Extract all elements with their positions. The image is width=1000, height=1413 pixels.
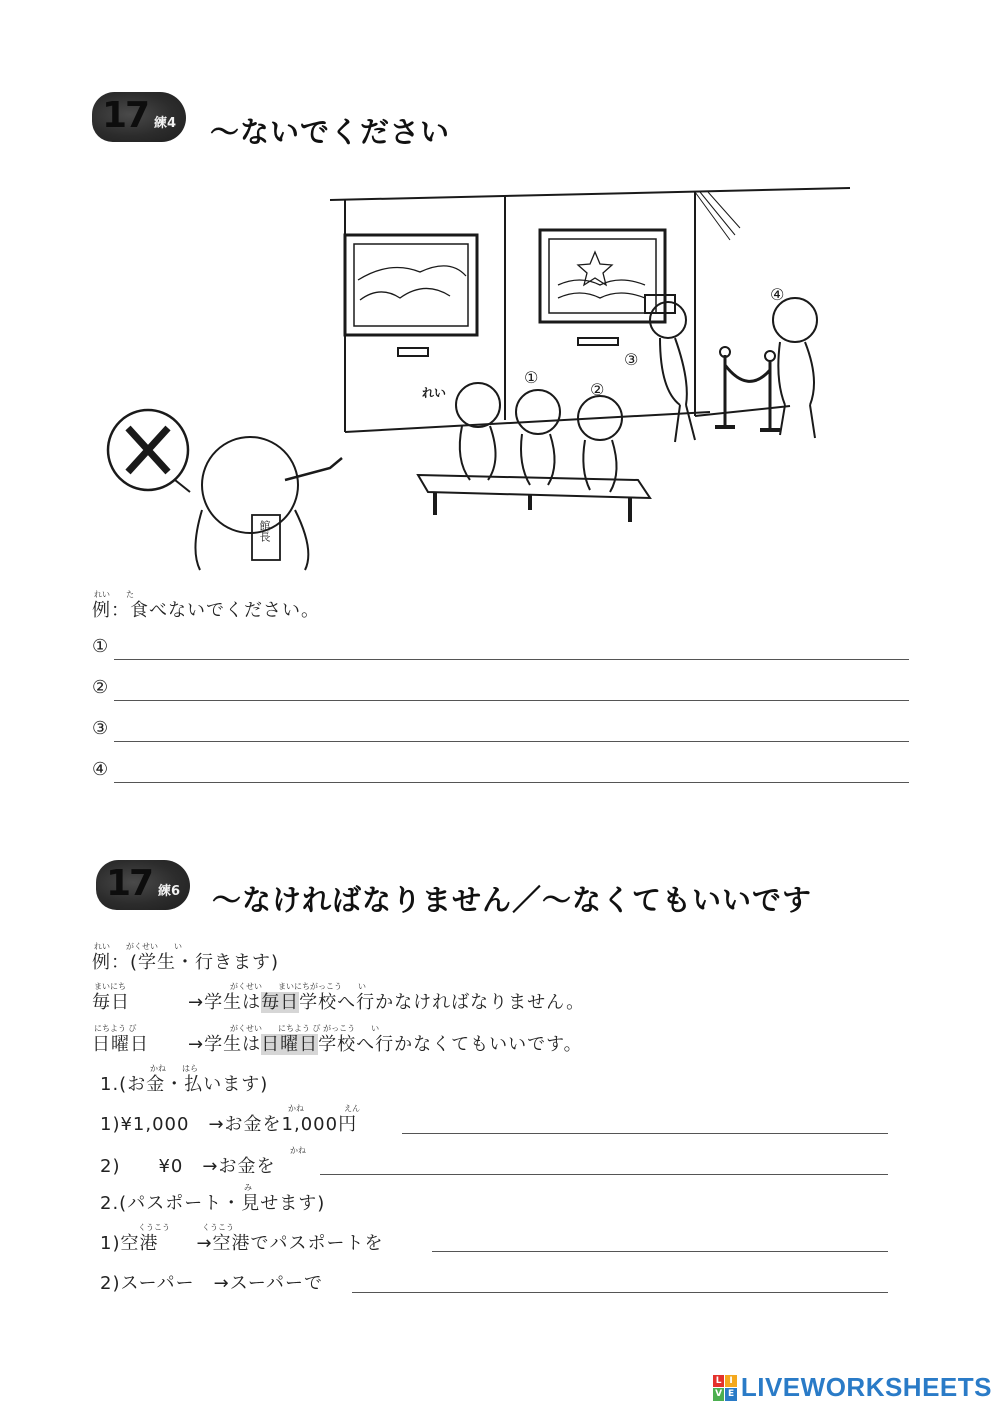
q2-item2-answer[interactable] <box>352 1292 888 1293</box>
ex2-arrow: →学生は <box>188 1034 262 1055</box>
answer-line-4[interactable] <box>114 782 909 783</box>
answer-label-1: ① <box>92 636 110 657</box>
section1-badge-sub: 練4 <box>154 116 177 131</box>
logo-letter-v: V <box>713 1388 725 1401</box>
picture-label-example: れい <box>422 386 447 400</box>
q1-item1-ruby: かね えん <box>288 1104 360 1113</box>
answer-line-3[interactable] <box>114 741 909 742</box>
logo-letter-e: E <box>725 1388 737 1401</box>
picture-label-1: ① <box>524 368 539 387</box>
q1-ruby: かね はら <box>150 1064 198 1073</box>
section2-badge-sub: 練6 <box>158 884 181 899</box>
section1-badge-number: 17 <box>102 95 149 136</box>
section2-example: 例：(学生・行きます) <box>92 952 280 973</box>
picture-label-2: ② <box>590 380 605 399</box>
q2-item1-answer[interactable] <box>432 1251 888 1252</box>
section1-badge <box>92 92 186 142</box>
section2-badge <box>96 860 190 910</box>
ex1-highlight: 毎日 <box>261 992 300 1013</box>
logo-word: LIVEWORKSHEETS <box>740 1372 992 1402</box>
picture-label-3: ③ <box>624 350 639 369</box>
ex1-arrow: →学生は <box>188 992 262 1013</box>
ex1-ruby-left: まいにち <box>94 982 126 991</box>
q1-item2-answer[interactable] <box>320 1174 888 1175</box>
section2-example-ruby: れい がくせい い <box>94 942 182 951</box>
ex1-rest: 学校へ行かなければなりません。 <box>299 992 586 1013</box>
q1-header: 1.(お金・払います) <box>100 1074 269 1095</box>
guard-sign-text: 館長 <box>258 520 271 542</box>
liveworksheets-logo <box>713 1372 992 1403</box>
answer-label-3: ③ <box>92 718 110 739</box>
museum-illustration <box>90 180 870 580</box>
section2-title: 〜なければなりません／〜なくてもいいです <box>212 883 813 917</box>
ex2-ruby-left: にちよう び <box>94 1024 137 1033</box>
ex1-word: 毎日 <box>92 992 130 1013</box>
ex2-word: 日曜日 <box>92 1034 149 1055</box>
q2-item2-label: 2)スーパー →スーパーで <box>100 1273 323 1294</box>
picture-label-4: ④ <box>770 285 785 304</box>
q1-item2-label: 2) ¥0 →お金を <box>100 1156 276 1177</box>
ex1-ruby-right: がくせい まいにちがっこう い <box>230 982 366 991</box>
q1-item2-ruby: かね <box>290 1146 306 1155</box>
ex2-sentence <box>188 1030 583 1056</box>
q2-header: 2.(パスポート・見せます) <box>100 1193 326 1214</box>
answer-label-4: ④ <box>92 759 110 780</box>
ex2-rest: 学校へ行かなくてもいいです。 <box>318 1034 583 1055</box>
q2-item1-label: 1)空港 →空港でパスポートを <box>100 1233 384 1254</box>
q2-ruby: み <box>244 1183 252 1192</box>
logo-letter-l: L <box>713 1375 725 1388</box>
section1-title: 〜ないでください <box>210 115 451 149</box>
q2-item1-ruby: くうこう くうこう <box>138 1223 234 1232</box>
section1-example-ruby: れい た <box>94 590 134 599</box>
logo-mark <box>713 1375 737 1401</box>
answer-line-2[interactable] <box>114 700 909 701</box>
section2-badge-number: 17 <box>106 863 153 904</box>
q1-item1-label: 1)¥1,000 →お金を1,000円 <box>100 1114 358 1135</box>
section1-example: 例：食べないでください。 <box>92 600 320 621</box>
logo-letter-i: I <box>725 1375 737 1388</box>
ex2-ruby-right: がくせい にちよう び がっこう い <box>230 1024 380 1033</box>
q1-item1-answer[interactable] <box>402 1133 888 1134</box>
answer-label-2: ② <box>92 677 110 698</box>
ex1-sentence <box>188 988 585 1014</box>
ex2-highlight: 日曜日 <box>261 1034 319 1055</box>
answer-line-1[interactable] <box>114 659 909 660</box>
